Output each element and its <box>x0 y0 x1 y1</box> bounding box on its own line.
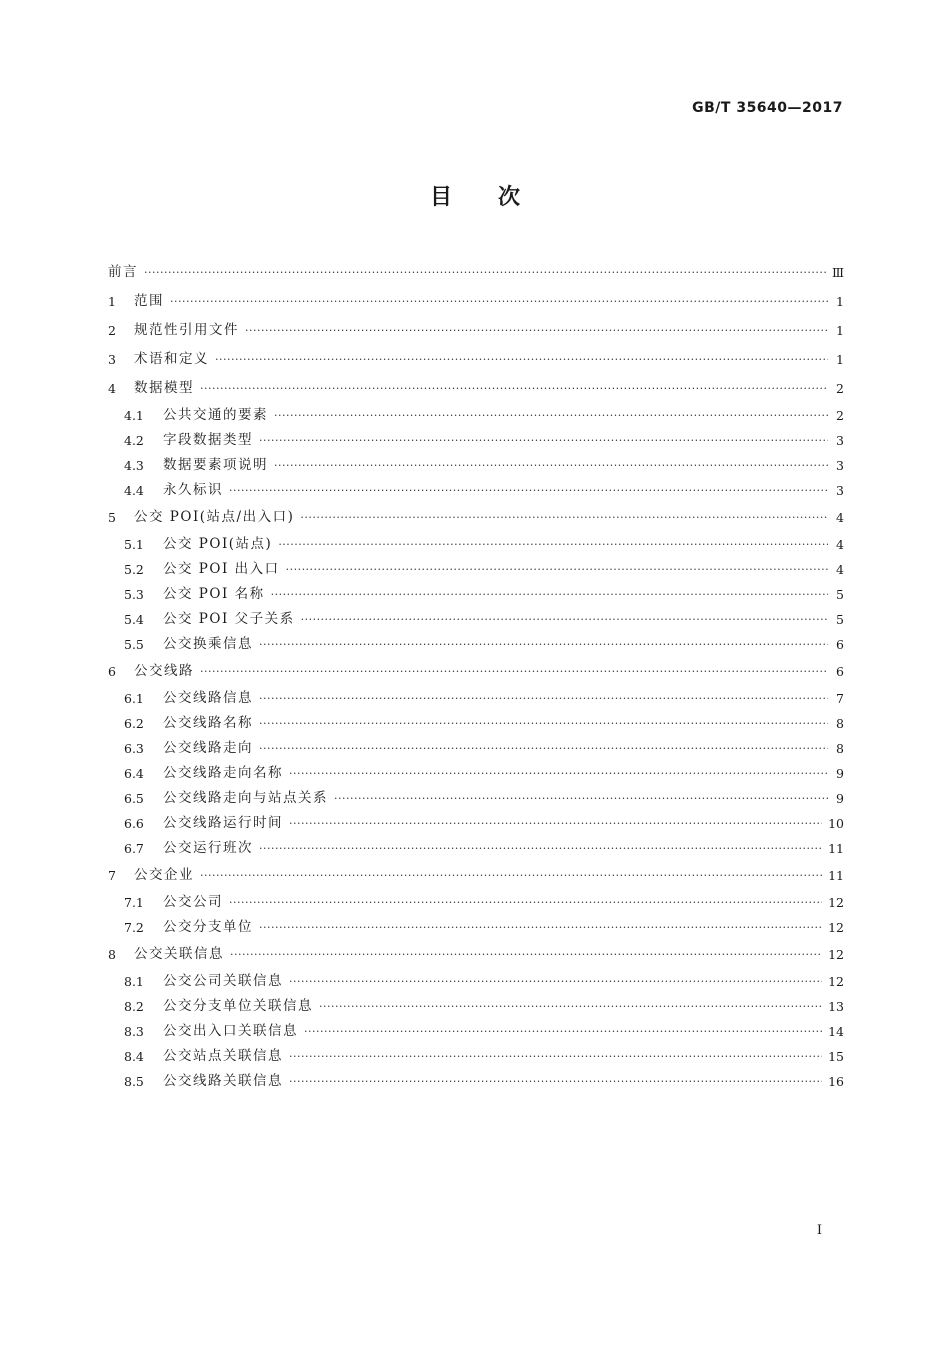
toc-entry-title: 公交线路运行时间 <box>163 815 283 831</box>
toc-entry[interactable] <box>108 915 844 940</box>
toc-entry-number: 6.5 <box>124 791 144 806</box>
toc-entry-title: 前言 <box>108 264 138 280</box>
toc-entry-page: 3 <box>836 458 844 473</box>
toc-entry-title: 公交线路走向 <box>163 740 253 756</box>
toc-entry-title: 公交公司关联信息 <box>163 973 283 989</box>
toc-entry-title: 公交线路信息 <box>163 690 253 706</box>
dot-leader <box>259 632 828 657</box>
toc-entry-number: 4.1 <box>124 408 144 423</box>
toc-entry[interactable] <box>108 736 844 761</box>
toc-entry-page: 6 <box>836 637 844 652</box>
toc-entry[interactable] <box>108 607 844 632</box>
toc-entry-title: 公交关联信息 <box>134 946 224 962</box>
toc-entry-number: 1 <box>108 294 116 309</box>
toc-entry[interactable] <box>108 761 844 786</box>
toc-entry[interactable] <box>108 1044 844 1069</box>
toc-entry-number: 4.3 <box>124 458 144 473</box>
toc-entry-number: 6.1 <box>124 691 144 706</box>
dot-leader <box>200 374 828 403</box>
toc-entry-page: 12 <box>828 895 844 910</box>
toc-entry-page: 4 <box>836 510 844 525</box>
toc-entry-title: 公交出入口关联信息 <box>163 1023 298 1039</box>
toc-entry-number: 6.2 <box>124 716 144 731</box>
dot-leader <box>200 657 828 686</box>
toc-entry-number: 4 <box>108 381 116 396</box>
toc-entry-number: 5.1 <box>124 537 144 552</box>
toc-entry-title: 公交线路关联信息 <box>163 1073 283 1089</box>
toc-entry-title: 公交线路 <box>134 663 194 679</box>
dot-leader <box>278 532 828 557</box>
toc-entry-number: 6.7 <box>124 841 144 856</box>
toc-entry-title: 公交分支单位 <box>163 919 253 935</box>
toc-entry-title: 公交线路走向与站点关系 <box>163 790 328 806</box>
toc-entry-page: 10 <box>828 816 844 831</box>
toc-entry-number: 5.3 <box>124 587 144 602</box>
toc-entry-number: 5.4 <box>124 612 144 627</box>
toc-entry-title: 公交 POI(站点/出入口) <box>134 509 295 525</box>
toc-entry-number: 8.2 <box>124 999 144 1014</box>
toc-entry-page: 4 <box>836 537 844 552</box>
dot-leader <box>230 940 822 969</box>
toc-entry-title: 公交 POI 名称 <box>163 586 265 602</box>
toc-entry[interactable] <box>108 632 844 657</box>
dot-leader <box>289 1069 822 1094</box>
toc-entry[interactable] <box>108 890 844 915</box>
dot-leader <box>289 811 822 836</box>
dot-leader <box>144 258 826 287</box>
toc-entry-number: 2 <box>108 323 116 338</box>
toc-entry-page: 8 <box>836 716 844 731</box>
toc-entry[interactable] <box>108 1019 844 1044</box>
toc-entry-page: 3 <box>836 483 844 498</box>
dot-leader <box>229 478 828 503</box>
toc-entry-page: 8 <box>836 741 844 756</box>
dot-leader <box>200 861 822 890</box>
toc-entry-number: 8.5 <box>124 1074 144 1089</box>
dot-leader <box>170 287 828 316</box>
toc-entry[interactable] <box>108 836 844 861</box>
toc-entry[interactable] <box>108 582 844 607</box>
toc-entry[interactable] <box>108 811 844 836</box>
toc-entry-title: 公交站点关联信息 <box>163 1048 283 1064</box>
toc-entry[interactable] <box>108 1069 844 1094</box>
toc-entry-number: 7 <box>108 868 116 883</box>
toc-entry[interactable] <box>108 428 844 453</box>
toc-entry[interactable] <box>108 786 844 811</box>
dot-leader <box>259 736 828 761</box>
page-title: 目次 <box>429 185 566 210</box>
toc-entry-page: 2 <box>836 381 844 396</box>
dot-leader <box>304 1019 822 1044</box>
toc-entry[interactable] <box>108 532 844 557</box>
toc-entry-page: 1 <box>836 294 844 309</box>
toc-entry[interactable] <box>108 557 844 582</box>
page-number: I <box>816 1223 822 1238</box>
toc-entry-number: 8.1 <box>124 974 144 989</box>
toc-entry-page: 12 <box>828 974 844 989</box>
dot-leader <box>259 836 822 861</box>
dot-leader <box>300 503 828 532</box>
toc-entry[interactable] <box>108 453 844 478</box>
toc-entry-title: 公交 POI 父子关系 <box>163 611 295 627</box>
toc-entry-title: 公交公司 <box>163 894 223 910</box>
toc-entry-title: 公交企业 <box>134 867 194 883</box>
dot-leader <box>301 607 828 632</box>
toc-entry[interactable] <box>108 657 844 686</box>
toc-entry-page: 16 <box>828 1074 844 1089</box>
toc-entry[interactable] <box>108 316 844 345</box>
toc-entry-title: 公交运行班次 <box>163 840 253 856</box>
toc-entry-title: 范围 <box>134 293 164 309</box>
toc-entry-page: 7 <box>836 691 844 706</box>
toc-entry-title: 公交分支单位关联信息 <box>163 998 313 1014</box>
toc-entry-number: 7.1 <box>124 895 144 910</box>
toc-entry-page: 4 <box>836 562 844 577</box>
toc-entry-page: 11 <box>828 868 844 883</box>
standard-number: GB/T 35640—2017 <box>692 100 843 116</box>
toc-entry-page: 12 <box>828 947 844 962</box>
toc-entry[interactable] <box>108 969 844 994</box>
dot-leader <box>274 453 828 478</box>
toc-entry-page: 13 <box>828 999 844 1014</box>
toc-entry-page: 9 <box>836 791 844 806</box>
dot-leader <box>259 428 828 453</box>
dot-leader <box>289 761 828 786</box>
toc-entry-title: 公交线路名称 <box>163 715 253 731</box>
toc-entry[interactable] <box>108 345 844 374</box>
toc-entry-title: 数据模型 <box>134 380 194 396</box>
toc-entry-title: 数据要素项说明 <box>163 457 268 473</box>
toc-entry-page: 3 <box>836 433 844 448</box>
toc-entry-title: 公交 POI 出入口 <box>163 561 280 577</box>
dot-leader <box>229 890 822 915</box>
toc-entry-number: 6 <box>108 664 116 679</box>
dot-leader <box>259 686 828 711</box>
toc-entry-number: 5.2 <box>124 562 144 577</box>
toc-entry[interactable] <box>108 287 844 316</box>
toc-entry-number: 6.4 <box>124 766 144 781</box>
toc-entry-page: 5 <box>836 587 844 602</box>
dot-leader <box>259 915 822 940</box>
toc-entry[interactable] <box>108 686 844 711</box>
toc-entry-number: 7.2 <box>124 920 144 935</box>
dot-leader <box>286 557 828 582</box>
toc-entry-title: 规范性引用文件 <box>134 322 239 338</box>
dot-leader <box>319 994 822 1019</box>
toc-entry[interactable] <box>108 403 844 428</box>
toc-entry-page: 11 <box>828 841 844 856</box>
toc-entry-number: 5.5 <box>124 637 144 652</box>
toc-entry-number: 4.2 <box>124 433 144 448</box>
toc-entry-page: Ⅲ <box>831 265 844 280</box>
toc-entry-page: 15 <box>828 1049 844 1064</box>
toc-entry-number: 5 <box>108 510 116 525</box>
toc-entry-page: 1 <box>836 323 844 338</box>
toc-entry-page: 14 <box>828 1024 844 1039</box>
toc-entry-number: 8.3 <box>124 1024 144 1039</box>
toc-entry-number: 8 <box>108 947 116 962</box>
dot-leader <box>274 403 828 428</box>
toc-entry[interactable] <box>108 711 844 736</box>
dot-leader <box>289 969 822 994</box>
toc-entry-title: 术语和定义 <box>134 351 209 367</box>
toc-entry-page: 2 <box>836 408 844 423</box>
toc-entry-page: 6 <box>836 664 844 679</box>
toc-entry[interactable] <box>108 258 844 287</box>
toc-entry-number: 8.4 <box>124 1049 144 1064</box>
toc-entry-title: 公交 POI(站点) <box>163 536 273 552</box>
dot-leader <box>245 316 828 345</box>
toc-entry-number: 6.3 <box>124 741 144 756</box>
toc-entry-number: 3 <box>108 352 116 367</box>
dot-leader <box>259 711 828 736</box>
toc-entry-number: 4.4 <box>124 483 144 498</box>
dot-leader <box>215 345 828 374</box>
toc-entry[interactable] <box>108 940 844 969</box>
toc-entry-title: 公交换乘信息 <box>163 636 253 652</box>
toc-entry[interactable] <box>108 374 844 403</box>
toc-entry[interactable] <box>108 478 844 503</box>
toc-entry[interactable] <box>108 503 844 532</box>
toc-entry-page: 5 <box>836 612 844 627</box>
dot-leader <box>334 786 828 811</box>
toc-entry-title: 公交线路走向名称 <box>163 765 283 781</box>
toc-entry-page: 1 <box>836 352 844 367</box>
toc-entry-page: 12 <box>828 920 844 935</box>
toc-entry-title: 永久标识 <box>163 482 223 498</box>
toc-entry[interactable] <box>108 994 844 1019</box>
dot-leader <box>271 582 828 607</box>
table-of-contents <box>108 258 844 1094</box>
toc-entry-page: 9 <box>836 766 844 781</box>
toc-entry-title: 公共交通的要素 <box>163 407 268 423</box>
toc-entry[interactable] <box>108 861 844 890</box>
toc-entry-title: 字段数据类型 <box>163 432 253 448</box>
toc-entry-number: 6.6 <box>124 816 144 831</box>
dot-leader <box>289 1044 822 1069</box>
